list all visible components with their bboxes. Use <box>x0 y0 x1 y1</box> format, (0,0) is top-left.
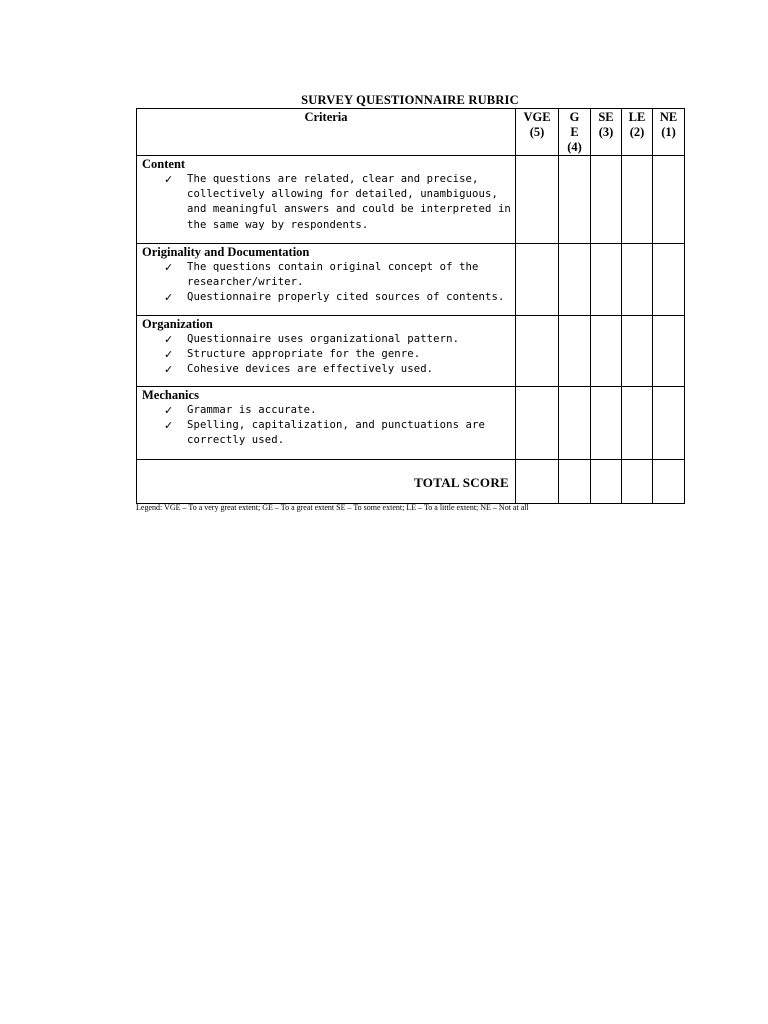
rubric-table <box>136 108 685 504</box>
criterion-text: The questions contain original concept of the researcher/writer. <box>187 261 479 289</box>
category-heading: Content <box>142 157 186 171</box>
criterion-text: Spelling, capitalization, and punctuations are correctly used. <box>187 419 485 447</box>
check-mark-icon: ✓ <box>164 261 174 274</box>
check-mark-icon: ✓ <box>164 363 174 377</box>
check-mark-icon: ✓ <box>164 173 174 186</box>
score-cell-vge[interactable] <box>516 156 559 244</box>
score-cell-se[interactable] <box>591 387 622 460</box>
check-mark-icon: ✓ <box>164 404 174 417</box>
score-cell-ge[interactable] <box>559 156 591 244</box>
score-cell-ne[interactable] <box>653 244 685 316</box>
list-item <box>164 403 511 418</box>
scale-label: G <box>569 110 580 124</box>
criteria-list <box>142 332 511 378</box>
score-cell-ne[interactable] <box>653 156 685 244</box>
section-row-originality <box>137 244 685 316</box>
score-cell-vge[interactable] <box>516 387 559 460</box>
list-item <box>164 362 511 377</box>
list-item <box>164 260 511 290</box>
score-cell-vge[interactable] <box>516 244 559 316</box>
scale-value: (1) <box>661 125 676 139</box>
total-row <box>137 460 685 504</box>
criteria-list <box>142 172 511 233</box>
section-row-content <box>137 156 685 244</box>
score-cell-ge[interactable] <box>559 244 591 316</box>
legend-text: Legend: VGE – To a very great extent; GE – To a great extent SE – To some extent; LE – To a little extent; NE – Not at all <box>136 503 529 512</box>
scale-label: NE <box>659 110 678 124</box>
score-cell-ne[interactable] <box>653 387 685 460</box>
scale-label: SE <box>598 110 614 124</box>
category-heading: Organization <box>142 317 213 331</box>
total-cell-vge[interactable] <box>516 460 559 504</box>
list-item <box>164 290 511 305</box>
score-cell-le[interactable] <box>622 316 653 387</box>
scale-label: VGE <box>523 110 551 124</box>
section-row-organization <box>137 316 685 387</box>
score-cell-le[interactable] <box>622 244 653 316</box>
total-cell-se[interactable] <box>591 460 622 504</box>
scale-header-se <box>591 109 622 156</box>
section-row-mechanics <box>137 387 685 460</box>
list-item <box>164 347 511 362</box>
criteria-header: Criteria <box>137 109 516 156</box>
list-item <box>164 172 511 233</box>
score-cell-ge[interactable] <box>559 387 591 460</box>
score-cell-ge[interactable] <box>559 316 591 387</box>
criterion-text: Questionnaire uses organizational pattern. <box>187 333 460 345</box>
total-cell-ge[interactable] <box>559 460 591 504</box>
list-item <box>164 332 511 347</box>
total-label-cell <box>137 460 516 504</box>
total-cell-ne[interactable] <box>653 460 685 504</box>
criterion-text: Cohesive devices are effectively used. <box>187 363 434 376</box>
criterion-text: Questionnaire properly cited sources of contents. <box>187 291 505 304</box>
criteria-cell <box>137 316 516 387</box>
check-mark-icon: ✓ <box>164 333 174 346</box>
scale-label: E <box>570 125 579 139</box>
category-heading: Mechanics <box>142 388 199 402</box>
criteria-list <box>142 403 511 449</box>
score-cell-se[interactable] <box>591 316 622 387</box>
criterion-text: Grammar is accurate. <box>187 404 317 416</box>
scale-header-ge <box>559 109 591 156</box>
scale-value: (3) <box>598 125 614 139</box>
scale-value: (2) <box>629 125 645 139</box>
score-cell-vge[interactable] <box>516 316 559 387</box>
score-cell-se[interactable] <box>591 156 622 244</box>
list-item <box>164 418 511 448</box>
criterion-text: Structure appropriate for the genre. <box>187 348 421 361</box>
score-cell-le[interactable] <box>622 156 653 244</box>
scale-value: (4) <box>567 140 582 154</box>
criterion-text: The questions are related, clear and precise, collectively allowing for detailed, unambiguous, and meaningful answers and could be interpreted in the same way by respondents. <box>187 173 511 231</box>
criteria-cell <box>137 156 516 244</box>
page-title: SURVEY QUESTIONNAIRE RUBRIC <box>301 93 519 107</box>
score-cell-le[interactable] <box>622 387 653 460</box>
total-score-label: TOTAL SCORE <box>414 475 509 490</box>
scale-header-le <box>622 109 653 156</box>
check-mark-icon: ✓ <box>164 348 174 362</box>
criteria-cell <box>137 387 516 460</box>
scale-header-vge <box>516 109 559 156</box>
scale-header-ne <box>653 109 685 156</box>
scale-value: (5) <box>529 125 545 139</box>
criteria-cell <box>137 244 516 316</box>
check-mark-icon: ✓ <box>164 291 174 305</box>
scale-label: LE <box>628 110 646 124</box>
total-cell-le[interactable] <box>622 460 653 504</box>
category-heading: Originality and Documentation <box>142 245 310 259</box>
criteria-list <box>142 260 511 306</box>
score-cell-ne[interactable] <box>653 316 685 387</box>
score-cell-se[interactable] <box>591 244 622 316</box>
check-mark-icon: ✓ <box>164 419 174 433</box>
header-row <box>137 109 685 156</box>
